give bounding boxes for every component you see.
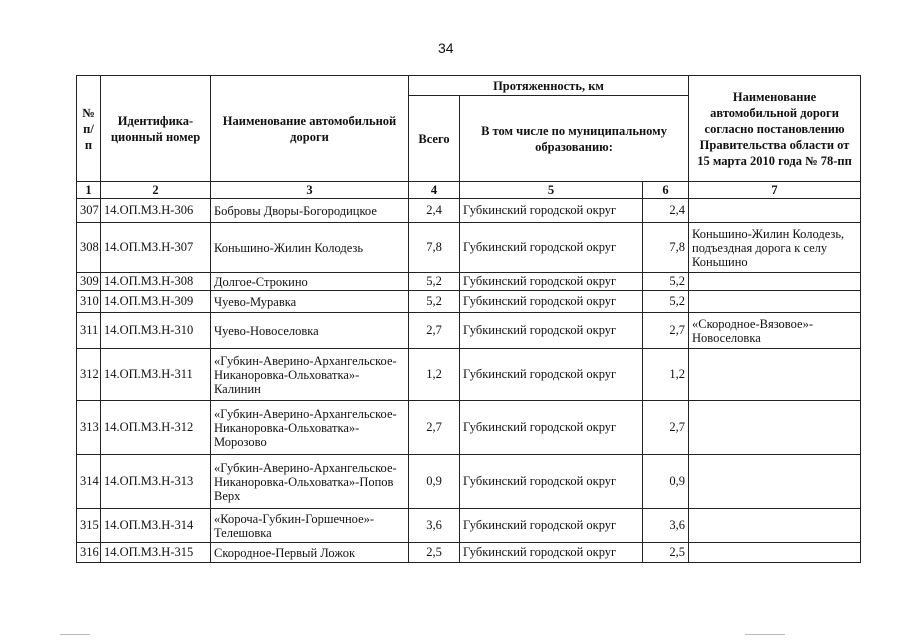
row-number: 307 xyxy=(77,199,101,223)
road-name: Скородное-Первый Ложок xyxy=(211,543,409,563)
table-row xyxy=(77,291,861,313)
table-row xyxy=(77,349,861,401)
row-number: 312 xyxy=(77,349,101,401)
table-row xyxy=(77,509,861,543)
table-row xyxy=(77,313,861,349)
decree-name xyxy=(689,273,861,291)
municipality: Губкинский городской округ xyxy=(460,401,643,455)
scan-artifact-right xyxy=(745,634,785,635)
table-row xyxy=(77,199,861,223)
scan-artifact-left xyxy=(60,634,90,635)
municipality-length: 0,9 xyxy=(643,455,689,509)
municipality-length: 5,2 xyxy=(643,291,689,313)
roads-table xyxy=(76,75,861,563)
column-number: 6 xyxy=(643,182,689,199)
municipality: Губкинский городской округ xyxy=(460,313,643,349)
municipality-length: 2,7 xyxy=(643,401,689,455)
road-id: 14.ОП.МЗ.Н-314 xyxy=(101,509,211,543)
road-name: «Губкин-Аверино-Архангельское-Никаноровка-Ольховатка»-Попов Верх xyxy=(211,455,409,509)
road-id: 14.ОП.МЗ.Н-308 xyxy=(101,273,211,291)
column-number: 4 xyxy=(409,182,460,199)
row-number: 308 xyxy=(77,223,101,273)
road-total: 7,8 xyxy=(409,223,460,273)
table-row xyxy=(77,543,861,563)
road-total: 2,4 xyxy=(409,199,460,223)
municipality: Губкинский городской округ xyxy=(460,199,643,223)
row-number: 314 xyxy=(77,455,101,509)
header-name: Наименование автомобильной дороги xyxy=(211,76,409,182)
municipality-length: 3,6 xyxy=(643,509,689,543)
municipality: Губкинский городской округ xyxy=(460,455,643,509)
municipality: Губкинский городской округ xyxy=(460,273,643,291)
road-total: 2,7 xyxy=(409,401,460,455)
header-decree: Наименование автомобильной дороги согласно постановлению Правительства области от 15 марта 2010 года № 78-пп xyxy=(689,76,861,182)
header-total: Всего xyxy=(409,96,460,182)
table-row xyxy=(77,273,861,291)
decree-name xyxy=(689,291,861,313)
road-name: Бобровы Дворы-Богородицкое xyxy=(211,199,409,223)
road-total: 2,5 xyxy=(409,543,460,563)
header-incl: В том числе по муниципальному образованию: xyxy=(460,96,689,182)
column-number: 1 xyxy=(77,182,101,199)
header-length-group: Протяженность, км xyxy=(409,76,689,96)
municipality: Губкинский городской округ xyxy=(460,509,643,543)
decree-name: Коньшино-Жилин Колодезь, подъездная дорога к селу Коньшино xyxy=(689,223,861,273)
table-row xyxy=(77,223,861,273)
road-name: Коньшино-Жилин Колодезь xyxy=(211,223,409,273)
column-number: 2 xyxy=(101,182,211,199)
road-id: 14.ОП.МЗ.Н-306 xyxy=(101,199,211,223)
municipality-length: 5,2 xyxy=(643,273,689,291)
municipality: Губкинский городской округ xyxy=(460,543,643,563)
row-number: 311 xyxy=(77,313,101,349)
road-id: 14.ОП.МЗ.Н-313 xyxy=(101,455,211,509)
decree-name xyxy=(689,455,861,509)
municipality: Губкинский городской округ xyxy=(460,349,643,401)
decree-name xyxy=(689,401,861,455)
road-id: 14.ОП.МЗ.Н-311 xyxy=(101,349,211,401)
table-row xyxy=(77,401,861,455)
header-num: № п/п xyxy=(77,76,101,182)
column-number: 3 xyxy=(211,182,409,199)
decree-name xyxy=(689,543,861,563)
column-number-row xyxy=(77,182,861,199)
decree-name xyxy=(689,349,861,401)
road-id: 14.ОП.МЗ.Н-310 xyxy=(101,313,211,349)
table-row xyxy=(77,455,861,509)
municipality-length: 2,4 xyxy=(643,199,689,223)
road-name: «Губкин-Аверино-Архангельское-Никаноровка-Ольховатка»-Морозово xyxy=(211,401,409,455)
municipality-length: 2,7 xyxy=(643,313,689,349)
header-id: Идентифика-ционный номер xyxy=(101,76,211,182)
municipality: Губкинский городской округ xyxy=(460,291,643,313)
page-number: 34 xyxy=(438,40,454,56)
decree-name: «Скородное-Вязовое»-Новоселовка xyxy=(689,313,861,349)
row-number: 313 xyxy=(77,401,101,455)
road-name: Чуево-Новоселовка xyxy=(211,313,409,349)
municipality-length: 2,5 xyxy=(643,543,689,563)
column-number: 7 xyxy=(689,182,861,199)
road-id: 14.ОП.МЗ.Н-309 xyxy=(101,291,211,313)
road-total: 1,2 xyxy=(409,349,460,401)
road-id: 14.ОП.МЗ.Н-315 xyxy=(101,543,211,563)
road-total: 0,9 xyxy=(409,455,460,509)
row-number: 315 xyxy=(77,509,101,543)
column-number: 5 xyxy=(460,182,643,199)
decree-name xyxy=(689,199,861,223)
road-total: 5,2 xyxy=(409,273,460,291)
road-name: Чуево-Муравка xyxy=(211,291,409,313)
municipality: Губкинский городской округ xyxy=(460,223,643,273)
road-name: «Короча-Губкин-Горшечное»-Телешовка xyxy=(211,509,409,543)
road-name: «Губкин-Аверино-Архангельское-Никаноровка-Ольховатка»-Калинин xyxy=(211,349,409,401)
road-total: 3,6 xyxy=(409,509,460,543)
municipality-length: 7,8 xyxy=(643,223,689,273)
road-id: 14.ОП.МЗ.Н-312 xyxy=(101,401,211,455)
road-name: Долгое-Строкино xyxy=(211,273,409,291)
row-number: 309 xyxy=(77,273,101,291)
road-total: 5,2 xyxy=(409,291,460,313)
row-number: 316 xyxy=(77,543,101,563)
road-total: 2,7 xyxy=(409,313,460,349)
row-number: 310 xyxy=(77,291,101,313)
decree-name xyxy=(689,509,861,543)
road-id: 14.ОП.МЗ.Н-307 xyxy=(101,223,211,273)
municipality-length: 1,2 xyxy=(643,349,689,401)
